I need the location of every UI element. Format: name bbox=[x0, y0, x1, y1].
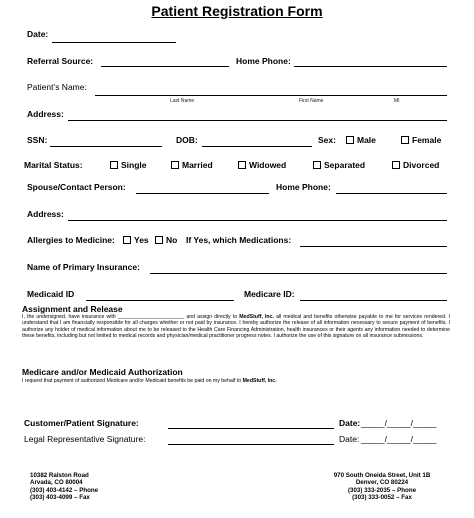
footer-right-line: Denver, CO 80224 bbox=[355, 479, 409, 487]
referral-source-label: Referral Source: bbox=[27, 56, 94, 66]
dob-label: DOB: bbox=[176, 135, 198, 145]
ssn-field[interactable] bbox=[50, 146, 162, 147]
home-phone-2-label: Home Phone: bbox=[276, 182, 331, 192]
first-name-caption: First Name bbox=[299, 98, 324, 104]
address-2-label: Address: bbox=[27, 209, 64, 219]
last-name-caption: Last Name bbox=[170, 98, 195, 104]
sex-female-option[interactable] bbox=[401, 135, 441, 145]
legal-rep-signature-label: Legal Representative Signature: bbox=[24, 434, 146, 444]
legal-rep-date-field[interactable]: _____/_____/_____ bbox=[361, 434, 437, 444]
footer-left-line: (303) 403-4142 – Phone bbox=[30, 486, 99, 494]
spouse-contact-field[interactable] bbox=[136, 193, 269, 194]
single-checkbox[interactable] bbox=[110, 161, 118, 169]
allergies-no-option[interactable] bbox=[155, 235, 177, 245]
marital-divorced-option[interactable] bbox=[392, 160, 439, 170]
footer-right-line: 970 South Oneida Street, Unit 1B bbox=[333, 472, 431, 479]
mi-caption: MI bbox=[394, 98, 400, 104]
customer-date-label: Date: bbox=[339, 418, 361, 428]
spouse-contact-label: Spouse/Contact Person: bbox=[27, 182, 126, 192]
marital-married-option[interactable] bbox=[171, 160, 213, 170]
insurance-blank[interactable]: _______________________ bbox=[117, 314, 185, 320]
medicare-id-field[interactable] bbox=[300, 300, 447, 301]
divorced-checkbox[interactable] bbox=[392, 161, 400, 169]
assignment-text-c: all medical and benefits otherwise payable to me for services rendered. I understand that I am financially responsible for all charges whether or not paid by insurance. I hereby authorize the release of all information necessary to secure payment of benefits. I authorize any holder of medical information about me to be released to the Health Care Financing Administration, health insurances or their agents any information needed to determine these benefits, including but not limited to medical records and physician/medical practitioner progress notes. I authorize the use of this signature on all insurance submissions. bbox=[22, 314, 450, 339]
separated-label: Separated bbox=[324, 160, 366, 170]
medications-field[interactable] bbox=[300, 246, 447, 247]
dob-field[interactable] bbox=[202, 146, 312, 147]
female-label: Female bbox=[412, 135, 442, 145]
legal-rep-date-label: Date: bbox=[339, 434, 360, 444]
insurance-label: Name of Primary Insurance: bbox=[27, 262, 140, 272]
widowed-checkbox[interactable] bbox=[238, 161, 246, 169]
medicaid-id-label: Medicaid ID bbox=[27, 289, 75, 299]
footer-left-line: 10382 Ralston Road bbox=[30, 472, 89, 479]
sex-male-option[interactable] bbox=[346, 135, 376, 145]
page-title: Patient Registration Form bbox=[151, 3, 323, 19]
yes-checkbox[interactable] bbox=[123, 236, 131, 244]
address-2-field[interactable] bbox=[68, 220, 447, 221]
patient-name-field[interactable] bbox=[95, 95, 447, 96]
single-label: Single bbox=[121, 160, 147, 170]
assignment-heading: Assignment and Release bbox=[22, 304, 123, 314]
customer-signature-field[interactable] bbox=[168, 428, 334, 429]
referral-source-field[interactable] bbox=[101, 66, 229, 67]
married-checkbox[interactable] bbox=[171, 161, 179, 169]
marital-single-option[interactable] bbox=[110, 160, 147, 170]
footer-right-address bbox=[322, 472, 442, 501]
assignment-text-a: I, the undersigned, have insurance with bbox=[22, 314, 118, 320]
address-field[interactable] bbox=[68, 120, 447, 121]
home-phone-2-field[interactable] bbox=[336, 193, 447, 194]
date-field[interactable] bbox=[52, 42, 176, 43]
home-phone-field[interactable] bbox=[294, 66, 447, 67]
home-phone-label: Home Phone: bbox=[236, 56, 291, 66]
no-label: No bbox=[166, 235, 178, 245]
divorced-label: Divorced bbox=[403, 160, 440, 170]
footer-right-line: (303) 333-2035 – Phone bbox=[347, 486, 417, 494]
address-label: Address: bbox=[27, 109, 64, 119]
no-checkbox[interactable] bbox=[155, 236, 163, 244]
female-checkbox[interactable] bbox=[401, 136, 409, 144]
allergies-yes-option[interactable] bbox=[123, 235, 149, 245]
widowed-label: Widowed bbox=[249, 160, 287, 170]
medicare-id-label: Medicare ID: bbox=[244, 289, 295, 299]
customer-date-field[interactable]: _____/_____/_____ bbox=[361, 418, 437, 428]
marital-separated-option[interactable] bbox=[313, 160, 365, 170]
male-label: Male bbox=[357, 135, 376, 145]
medicare-auth-text bbox=[22, 378, 450, 384]
medicare-auth-heading: Medicare and/or Medicaid Authorization bbox=[22, 367, 183, 377]
footer-left-line: Arvada, CO 80004 bbox=[30, 479, 83, 487]
assignment-company: MedStuff, Inc. bbox=[239, 314, 274, 320]
patient-name-label: Patient’s Name: bbox=[27, 82, 87, 92]
allergies-label: Allergies to Medicine: bbox=[27, 235, 115, 245]
footer-left-line: (303) 403-4099 – Fax bbox=[30, 493, 90, 501]
medications-label: If Yes, which Medications: bbox=[186, 235, 292, 245]
assignment-text bbox=[22, 314, 450, 339]
married-label: Married bbox=[182, 160, 213, 170]
marital-widowed-option[interactable] bbox=[238, 160, 286, 170]
legal-rep-signature-field[interactable] bbox=[168, 444, 334, 445]
insurance-field[interactable] bbox=[150, 273, 447, 274]
sex-label: Sex: bbox=[318, 135, 336, 145]
date-label: Date: bbox=[27, 29, 49, 39]
medicaid-id-field[interactable] bbox=[86, 300, 234, 301]
ssn-label: SSN: bbox=[27, 135, 48, 145]
footer-right-line: (303) 333-0052 – Fax bbox=[352, 493, 412, 501]
footer-left-address bbox=[30, 472, 98, 501]
customer-signature-label: Customer/Patient Signature: bbox=[24, 418, 139, 428]
assignment-text-b: and assign directly to bbox=[184, 314, 240, 320]
separated-checkbox[interactable] bbox=[313, 161, 321, 169]
male-checkbox[interactable] bbox=[346, 136, 354, 144]
medicare-auth-company: MedStuff, Inc. bbox=[242, 378, 277, 384]
medicare-auth-text-a: I request that payment of authorized Medicare and/or Medicaid benefits be paid on my behalf to bbox=[22, 378, 243, 384]
yes-label: Yes bbox=[134, 235, 149, 245]
marital-status-label: Marital Status: bbox=[24, 160, 83, 170]
